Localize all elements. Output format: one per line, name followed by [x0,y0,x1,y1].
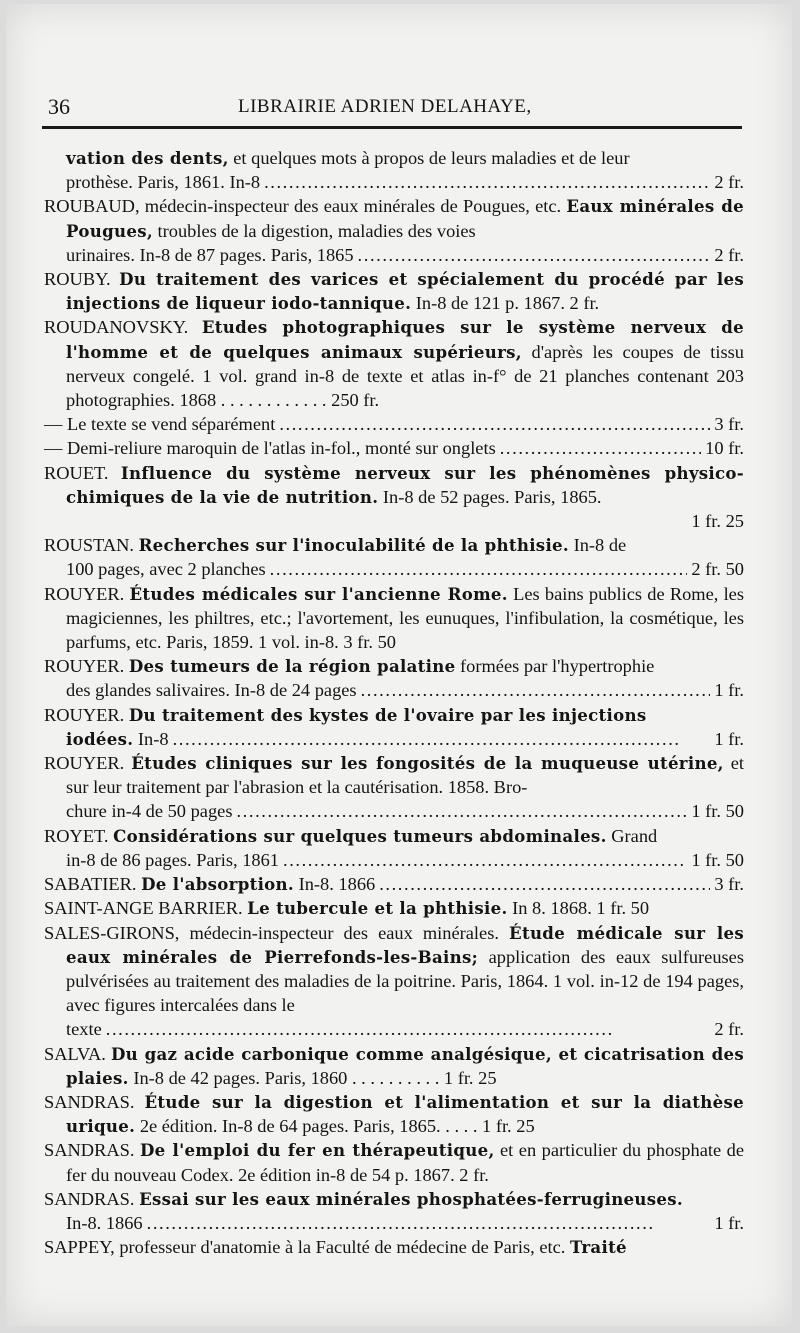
entry-price: 1 fr. 50 [691,849,744,870]
entry-price: 1 fr. 50 [691,801,744,822]
entry-title: Recherches sur l'inoculabilité de la phthisie. [138,535,569,556]
entry-title: Etudes photographiques sur le système nerveux de l'homme et de quelques animaux supérieurs, [66,317,744,362]
catalog-entry [44,533,744,581]
entry-text: Les bains publics de Rome, les magiciennes, les philtres, etc.; l'avortement, les eunuques, l'infibulation, la cosmétique, les parfums, etc. Paris, 1859. 1 vol. in-8. 3 fr. 50 [66,583,745,653]
entry-author: ROUSTAN. [44,535,134,556]
entry-last-line: In-8. 1866 [294,874,376,895]
page-header [48,94,748,122]
entry-price: 10 fr. [705,438,744,459]
entry-author: SALVA. [44,1043,106,1064]
entry-price: 3 fr. [714,874,744,895]
entry-text: et en particulier du phosphate de fer du nouveau Codex. 2e édition in-8 de 54 p. 1867. 2 fr. [66,1140,744,1185]
page-number: 36 [48,94,70,119]
entry-title: Des tumeurs de la région palatine [128,656,456,677]
entry-last-line: in-8 de 86 pages. Paris, 1861 [66,849,279,870]
entry-text: application des eaux sulfureuses pulvérisées au traitement des maladies de la poitrine. Paris, 1864. 1 vol. in-12 de 194 pages, avec figures intercalées dans le [66,946,744,1016]
entry-last-line: In-8. 1866 [66,1212,143,1233]
entry-sub-line: — Le texte se vend séparément [44,414,276,435]
entry-title: De l'emploi du fer en thérapeutique, [139,1140,495,1161]
entry-last-line: urinaires. In-8 de 87 pages. Paris, 1865 [66,244,354,265]
entry-title: Étude médicale sur les eaux minérales de Pierrefonds-les-Bains; [66,922,744,967]
entry-text: troubles de la digestion, maladies des voies [152,220,476,241]
entry-text: In-8 de [569,535,627,556]
entry-author: ROUYER. [44,753,125,774]
catalog-entry [44,824,744,872]
catalog-entry [44,654,744,702]
entry-author: SANDRAS. [44,1140,135,1161]
catalog-entry: ROUDANOVSKY. Etudes photographiques sur le système nerveux de l'homme et de quelques animaux supérieurs, d'après les coupes de tissu nerveux congelé. 1 vol. grand in-8 de texte et atlas in-f° de 21 planches contenant 203 photographies. 1868 . . . . . . . . . . . . 250 fr. [44,317,744,411]
entry-text: In-8 de 121 p. 1867. 2 fr. [411,293,600,314]
entry-author: ROUYER. [44,704,125,725]
entry-price: 2 fr. [714,172,744,193]
catalog-entry: SALES-GIRONS, médecin-inspecteur des eaux minérales. Étude médicale sur les eaux minérales de Pierrefonds-les-Bains; application des eaux sulfureuses pulvérisées au traitement des maladies de la poitrine. Paris, 1864. 1 vol. in-12 de 194 pages, avec figures intercalées dans le texte . . . 2 fr. [44,921,744,1042]
entry-author: SALES-GIRONS, [44,922,180,943]
catalog-entry [44,872,744,896]
entry-title: Du traitement des varices et spécialement du procédé par les injections de liqueur iodo-tannique. [66,269,744,314]
entry-text: In-8 de 52 pages. Paris, 1865. [378,486,602,507]
entry-text: In 8. 1868. 1 fr. 50 [507,898,650,919]
entry-last-line: In-8 [133,728,169,749]
catalog-entry [44,582,744,655]
entry-title: vation des dents, [66,148,229,168]
catalog-entry [44,461,744,534]
entry-price: 2 fr. [714,244,744,265]
entry-author: SANDRAS. [44,1188,135,1209]
entry-price: 1 fr. [714,1212,744,1233]
entry-author: ROUBAUD, [44,196,140,217]
catalog-entry [44,1042,744,1090]
catalog-entry [44,412,744,436]
entry-price: 250 fr. [331,390,380,411]
entry-title: Études médicales sur l'ancienne Rome. [129,583,508,604]
entry-title: Traité [569,1237,627,1258]
entry-author: ROUET. [44,462,109,483]
catalog-entry [44,267,744,315]
catalog-entry [44,436,744,460]
running-title: LIBRAIRIE ADRIEN DELAHAYE, [238,96,532,117]
entry-title: Eaux minérales de Pougues, [66,196,744,241]
entry-title: Études cliniques sur les fongosités de la muqueuse utérine, [131,753,724,774]
catalog-entry [44,146,744,194]
entry-price: 1 fr. [714,728,744,749]
entry-text: 2e édition. In-8 de 64 pages. Paris, 1865. . . . . 1 fr. 25 [135,1116,535,1137]
entry-author: SAPPEY, [44,1237,115,1258]
entry-last-line: chure in-4 de 50 pages [66,801,233,822]
entry-last-line: des glandes salivaires. In-8 de 24 pages [66,680,357,701]
entry-text: et sur leur traitement par l'abrasion et la cautérisation. 1858. Bro- [66,753,744,798]
catalog-entry [44,1187,744,1235]
entry-title: De l'absorption. [141,874,294,895]
entry-author: ROYET. [44,825,109,846]
catalog-entry [44,1090,744,1138]
entry-text: Grand [606,825,658,846]
entry-title: Étude sur la digestion et l'alimentation et sur la diathèse urique. [66,1091,744,1137]
entry-author: SAINT-ANGE BARRIER. [44,898,243,919]
catalog-entry [44,1138,744,1186]
entry-author: ROUYER. [44,656,125,677]
entry-author: ROUDANOVSKY. [44,317,189,338]
entry-price: 2 fr. [714,1019,744,1040]
header-rule [42,126,742,129]
entry-title: Essai sur les eaux minérales phosphatées-ferrugineuses. [139,1188,683,1209]
entry-price: 1 fr. 25 [691,511,744,532]
entry-author: ROUBY. [44,269,111,290]
entry-price: 3 fr. [714,414,744,435]
entry-title: Du gaz acide carbonique comme analgésique, et cicatrisation des plaies. [66,1043,744,1088]
entry-title: Influence du système nerveux sur les phénomènes physico-chimiques de la vie de nutrition. [66,462,744,507]
entry-text: d'après les coupes de tissu nerveux congelé. 1 vol. grand in-8 de texte et atlas in-f° de 21 planches contenant 203 photographies. 1868 [66,341,744,411]
entry-title: Considérations sur quelques tumeurs abdominales. [113,825,607,846]
entry-last-line: texte [66,1019,102,1040]
entry-author: ROUYER. [44,583,125,604]
entry-text: formées par l'hypertrophie [455,656,655,677]
entry-price: 1 fr. [714,680,744,701]
entry-price: 2 fr. 50 [691,559,744,580]
catalog-entries [44,146,744,1259]
catalog-entry: SAPPEY, professeur d'anatomie à la Faculté de médecine de Paris, etc. Traité [44,1237,627,1258]
entry-sub-line: — Demi-reliure maroquin de l'atlas in-fol., monté sur onglets [44,438,496,459]
entry-last-line: 100 pages, avec 2 planches [66,559,266,580]
catalog-entry: ROUBAUD, médecin-inspecteur des eaux minérales de Pougues, etc. Eaux minérales de Pougues, troubles de la digestion, maladies des voies urinaires. In-8 de 87 pages. Paris, 1865 . . . 2 fr. [44,194,744,267]
catalog-entry [44,703,744,751]
entry-title: Du traitement des kystes de l'ovaire par les injections [128,704,647,725]
catalog-entry [44,751,744,824]
entry-title: Le tubercule et la phthisie. [247,898,508,919]
entry-last-line: prothèse. Paris, 1861. In-8 [66,172,261,193]
entry-text: et quelques mots à propos de leurs maladies et de leur [228,148,630,168]
entry-author: SANDRAS. [44,1091,135,1112]
catalog-entry [44,896,744,920]
entry-title-end: iodées. [66,728,134,749]
entry-author: SABATIER. [44,874,137,895]
entry-text: In-8 de 42 pages. Paris, 1860 . . . . . . . . . . 1 fr. 25 [128,1067,497,1088]
